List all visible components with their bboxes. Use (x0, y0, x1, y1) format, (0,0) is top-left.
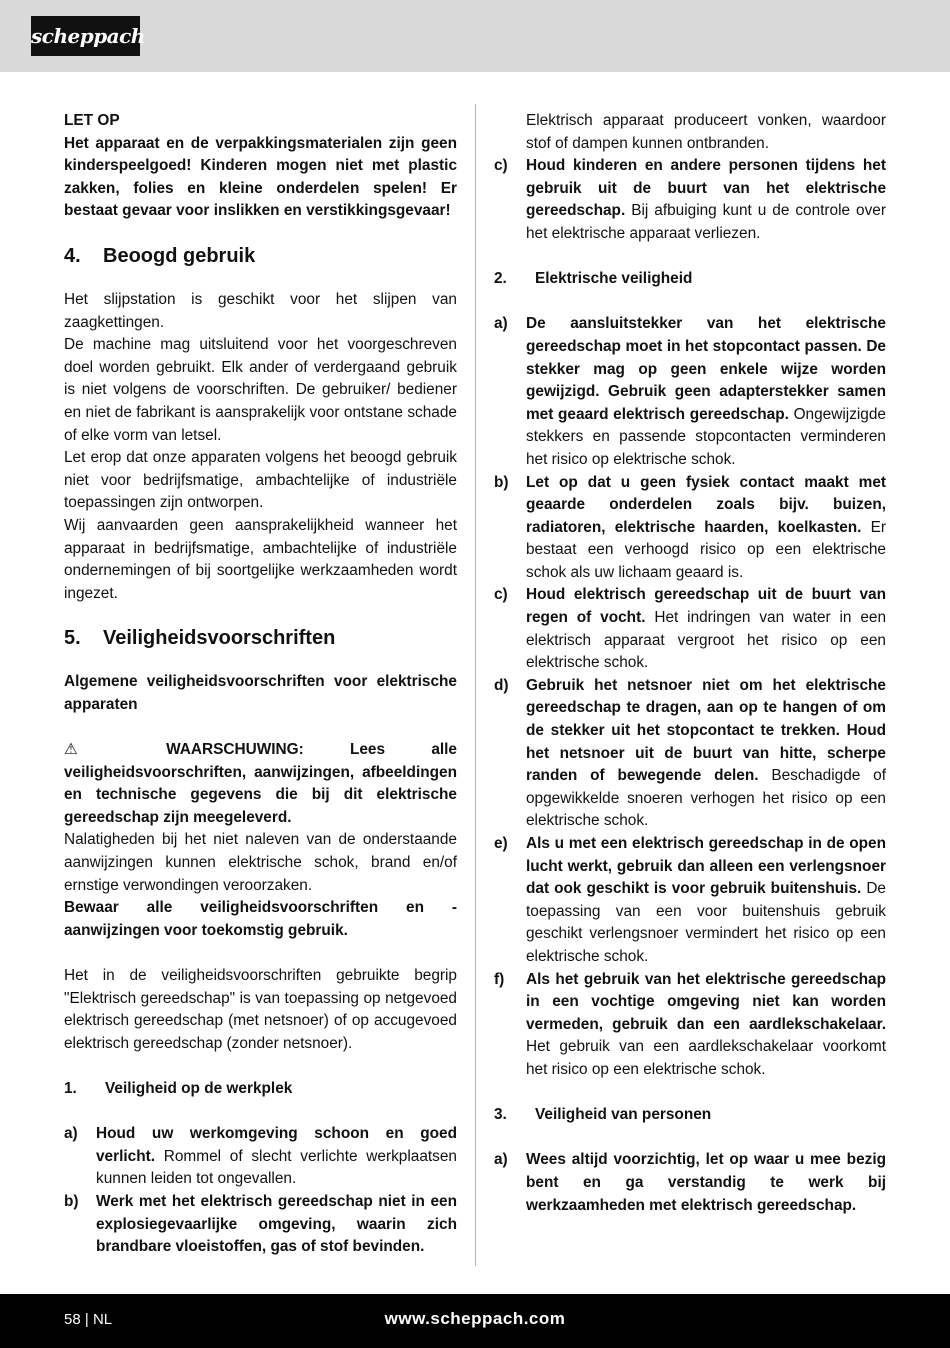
left-column (64, 110, 457, 1259)
list-item (494, 584, 886, 674)
item-text: Ongewijzigde stekkers en passende stopcontacten verminderen het risico op elektrische schok. (526, 405, 886, 468)
sec5-subtitle: Algemene veiligheidsvoorschriften voor elektrische apparaten (64, 673, 457, 713)
item-bold: Houd uw werkomgeving schoon en goed verlicht. (96, 1125, 457, 1165)
item-continuation: Elektrisch apparaat produceert vonken, waardoor stof of dampen kunnen ontbranden. (526, 112, 886, 152)
header-bar (0, 0, 950, 72)
subsection-3-number: 3. (494, 1106, 507, 1124)
item-label: c) (494, 157, 508, 175)
subsection-3-title: Veiligheid van personen (535, 1106, 712, 1124)
item-text: De toepassing van een voor buitenshuis gebruik geschikt verlengsnoer vermindert het risico op een elektrische schok. (526, 880, 886, 965)
item-label: d) (494, 676, 509, 694)
item-text: Er bestaat een verhoogd risico op een elektrische schok als uw lichaam geaard is. (526, 518, 886, 581)
item-bold: Als het gebruik van het elektrische gereedschap in een vochtige omgeving niet kan worden vermeden, gebruik dan een aardlekschakelaar. (526, 970, 886, 1033)
item-label: f) (494, 970, 505, 988)
list-item (64, 1123, 457, 1191)
section-5-title: Veiligheidsvoorschriften (103, 627, 336, 650)
term-paragraph: Het in de veiligheidsvoorschriften gebruikte begrip "Elektrisch gereedschap" is van toepassing op netgevoed elektrisch gereedschap (met netsnoer) of op accugevoed elektrisch gereedschap (zonder netsnoer). (64, 967, 457, 1052)
list-item (494, 313, 886, 471)
letop-text: Het apparaat en de verpakkingsmaterialen zijn geen kinderspeelgoed! Kinderen mogen niet met plastic zakken, folies en kleine onderdelen spelen! Er bestaat gevaar voor inslikken en verstikkingsgevaar! (64, 134, 457, 220)
item-bold: Als u met een elektrisch gereedschap in de open lucht werkt, gebruik dan alleen een verlengsnoer dat ook geschikt is voor gebruik buitenshuis. (526, 835, 886, 898)
list-item (494, 969, 886, 1082)
item-label: b) (494, 473, 509, 491)
item-text: Rommel of slecht verlichte werkplaatsen kunnen leiden tot ongevallen. (96, 1147, 457, 1188)
item-bold: De aansluitstekker van het elektrische gereedschap moet in het stopcontact passen. De stekker mag op geen enkele wijze worden gewijzigd. Gebruik geen adapterstekker samen met geaard elektrisch gereedschap. (526, 315, 886, 423)
sec4-paragraph-4: Wij aanvaarden geen aansprakelijkheid wanneer het apparaat in bedrijfsmatige, ambachtelijke of industriële ondernemingen of bij soortgelijke werkzaamheden wordt ingezet. (64, 516, 457, 602)
footer-bar (0, 1294, 950, 1348)
subsection-1-number: 1. (64, 1079, 77, 1097)
letop-title: LET OP (64, 112, 120, 129)
item-label: c) (494, 586, 508, 604)
item-bold: Wees altijd voorzichtig, let op waar u mee bezig bent en ga verstandig te werk bij werkzaamheden met elektrisch gereedschap. (526, 1151, 886, 1214)
item-text: Beschadigde of opgewikkelde snoeren verhogen het risico op een elektrische schok. (526, 767, 886, 830)
sec4-paragraph-3: Let erop dat onze apparaten volgens het beoogd gebruik niet voor bedrijfsmatige, ambachtelijke of industriële toepassingen zijn ontworpen. (64, 449, 457, 512)
section-4-number: 4. (64, 244, 81, 267)
item-label: a) (64, 1125, 78, 1143)
page-number: 58 (64, 1311, 81, 1328)
item-text: Bij afbuiging kunt u de controle over het elektrische apparaat verliezen. (526, 202, 886, 242)
warning-icon: ⚠ (64, 741, 120, 759)
subsection-2-number: 2. (494, 270, 507, 288)
section-5-heading (64, 625, 457, 651)
item-bold: Gebruik het netsnoer niet om het elektrische gereedschap te dragen, aan op te hangen of om de stekker uit het stopcontact te trekken. Houd het netsnoer uit de buurt van hitte, scherpe randen of bewegende delen. (526, 676, 886, 785)
item-label: b) (64, 1192, 79, 1210)
item-label: a) (494, 1151, 508, 1169)
warning-bold: WAARSCHUWING: Lees alle veiligheidsvoorschriften, aanwijzingen, afbeeldingen en technische gegevens die bij dit elektrische gereedschap zijn meegeleverd. (64, 741, 457, 826)
item-text: Het indringen van water in een elektrisch apparaat vergroot het risico op een elektrische schok. (526, 609, 886, 672)
subsection-2-heading (494, 268, 886, 291)
list-item (494, 675, 886, 833)
section-5-number: 5. (64, 627, 81, 650)
sec4-paragraph-1: Het slijpstation is geschikt voor het slijpen van zaagkettingen. (64, 290, 457, 331)
item-bold: Houd kinderen en andere personen tijdens het gebruik uit de buurt van het elektrische gereedschap. (526, 157, 886, 220)
list-item (494, 472, 886, 585)
list-item (494, 1149, 886, 1217)
item-bold: Werk met het elektrisch gereedschap niet in een explosiegevaarlijke omgeving, waarin zich brandbare vloeistoffen, gas of stof bevinden. (96, 1192, 457, 1256)
list-item (494, 155, 886, 245)
subsection-2-title: Elektrische veiligheid (535, 270, 693, 288)
subsection-1-title: Veiligheid op de werkplek (105, 1079, 293, 1097)
subsection-1-heading (64, 1078, 457, 1101)
item-bold: Houd elektrisch gereedschap uit de buurt van regen of vocht. (526, 586, 886, 627)
item-bold: Let op dat u geen fysiek contact maakt met geaarde onderdelen zoals bijv. buizen, radiatoren, elektrische haarden, koelkasten. (526, 473, 886, 536)
column-divider (475, 104, 476, 1266)
warning-text: Nalatigheden bij het niet naleven van de onderstaande aanwijzingen kunnen elektrische schok, brand en/of ernstige verwondingen veroorzaken. (64, 831, 457, 894)
item-text: Het gebruik van een aardlekschakelaar voorkomt het risico op een elektrische schok. (526, 1038, 886, 1078)
page-separator: | (84, 1311, 89, 1328)
list-item (64, 1191, 457, 1259)
list-item (494, 833, 886, 969)
website-link[interactable]: www.scheppach.com (384, 1309, 566, 1328)
keep-instructions: Bewaar alle veiligheidsvoorschriften en -aanwijzingen voor toekomstig gebruik. (64, 899, 457, 939)
warning-paragraph (64, 739, 457, 829)
item-label: a) (494, 315, 508, 333)
section-4-heading (64, 243, 457, 269)
scheppach-logo: scheppach (31, 16, 140, 56)
right-column (494, 110, 886, 1217)
subsection-3-heading (494, 1104, 886, 1127)
section-4-title: Beoogd gebruik (103, 244, 256, 267)
item-label: e) (494, 835, 508, 852)
language-code: NL (92, 1311, 113, 1328)
sec4-paragraph-2: De machine mag uitsluitend voor het voorgeschreven doel worden gebruikt. Elk ander of verdergaand gebruik is niet volgens de voorschriften. De gebruiker/ bediener en niet de fabrikant is aansprakelijk voor ontstane schade of elke vorm van letsel. (64, 336, 457, 444)
